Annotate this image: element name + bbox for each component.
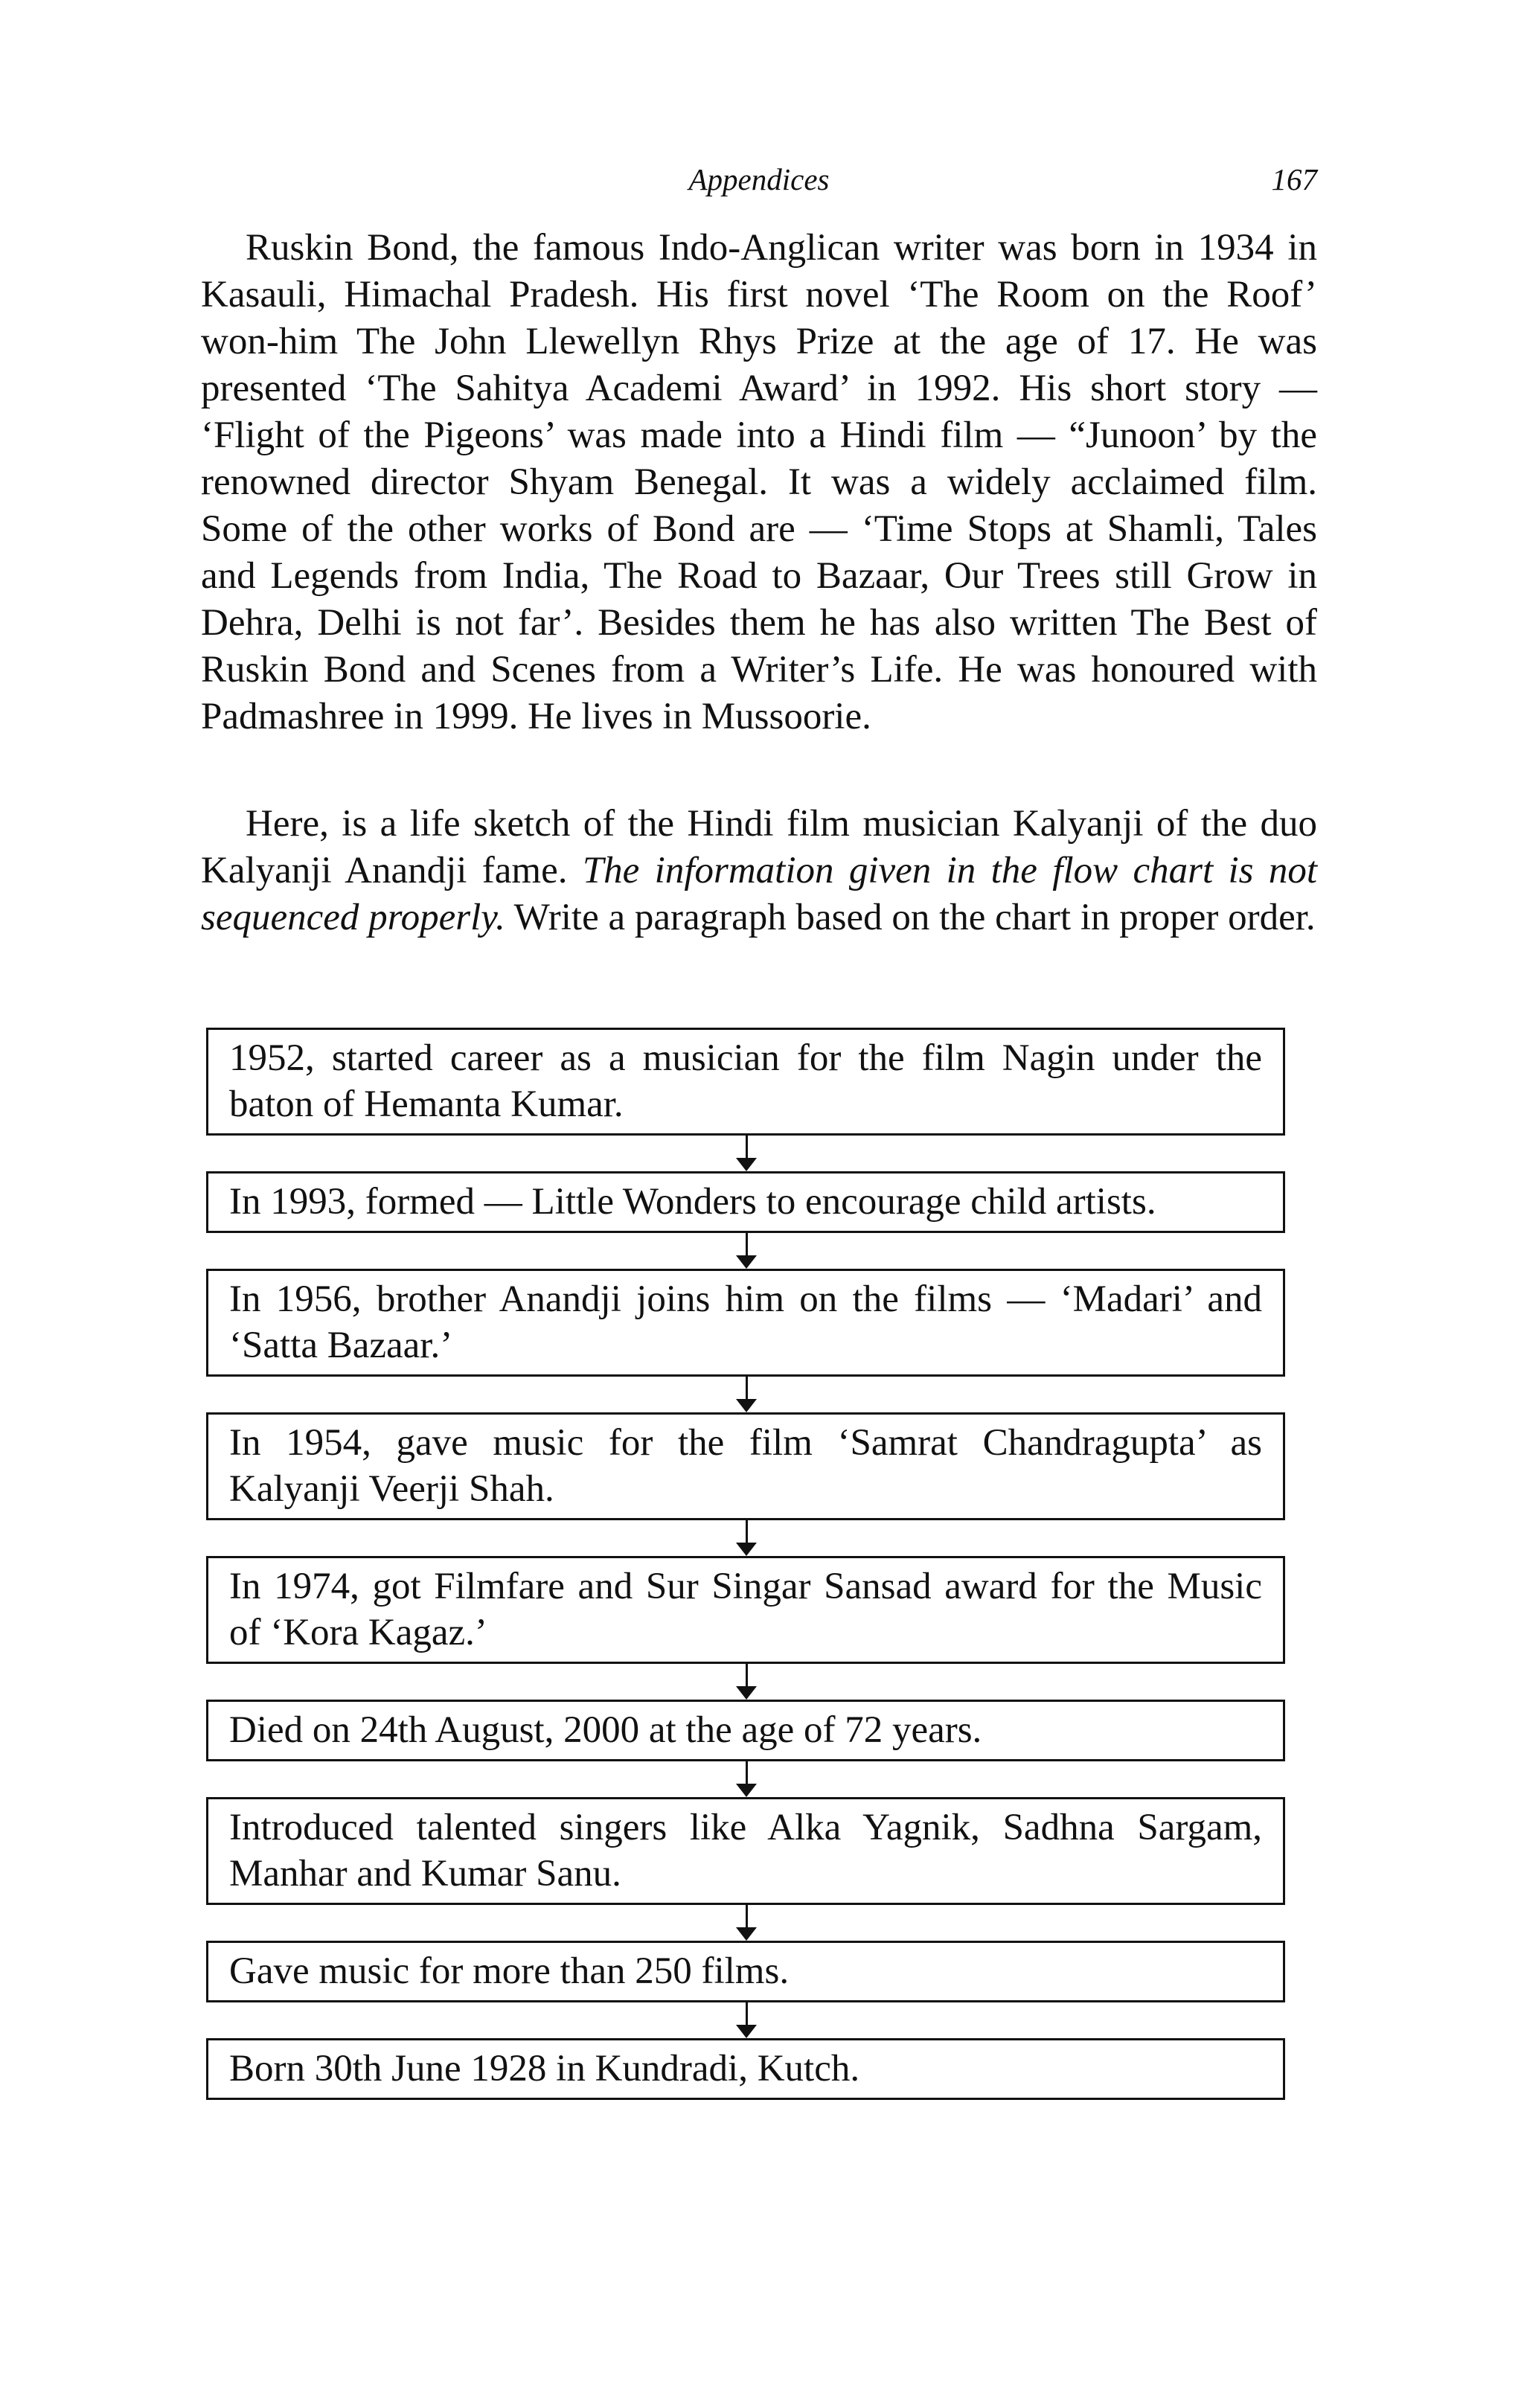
flow-step-9: Born 30th June 1928 in Kundradi, Kutch. [206,2038,1285,2100]
flow-step-6: Died on 24th August, 2000 at the age of 72 years. [206,1700,1285,1761]
flow-step-5: In 1974, got Filmfare and Sur Singar Sansad award for the Music of ‘Kora Kagaz.’ [206,1556,1285,1664]
down-arrow-icon [206,1520,1285,1556]
down-arrow-icon [206,1136,1285,1171]
down-arrow-icon [206,1905,1285,1941]
down-arrow-icon [206,2002,1285,2038]
running-header [201,153,1317,205]
down-arrow-icon [206,1377,1285,1412]
flow-step-3: In 1956, brother Anandji joins him on the films — ‘Madari’ and ‘Satta Bazaar.’ [206,1269,1285,1377]
page-number: 167 [1271,162,1317,196]
flow-step-8: Gave music for more than 250 films. [206,1941,1285,2002]
ruskin-bond-paragraph: Ruskin Bond, the famous Indo-Anglican writer was born in 1934 in Kasauli, Himachal Pradesh. His first novel ‘The Room on the Roof’ won-him The John Llewellyn Rhys Prize at the age of 17. He was presented ‘The Sahitya Academi Award’ in 1992. His short story — ‘Flight of the Pigeons’ was made into a Hindi film — “Junoon’ by the renowned director Shyam Benegal. It was a widely acclaimed film. Some of the other works of Bond are — ‘Time Stops at Shamli, Tales and Legends from India, The Road to Bazaar, Our Trees still Grow in Dehra, Delhi is not far’. Besides them he has also written The Best of Ruskin Bond and Scenes from a Writer’s Life. He was honoured with Padmashree in 1999. He lives in Mussoorie. [201,227,1317,737]
down-arrow-icon [206,1664,1285,1700]
flow-step-4: In 1954, gave music for the film ‘Samrat Chandragupta’ as Kalyanji Veerji Shah. [206,1412,1285,1520]
flowchart-intro-paragraph [201,801,1317,941]
intro-tail-text: Write a paragraph based on the chart in proper order. [505,897,1316,938]
down-arrow-icon [206,1761,1285,1797]
flow-step-1: 1952, started career as a musician for the film Nagin under the baton of Hemanta Kumar. [206,1028,1285,1136]
running-title: Appendices [688,162,830,196]
intro-instruction-italic: The information given in the flow chart is not sequenced properly. [201,850,1318,938]
flow-step-2: In 1993, formed — Little Wonders to encourage child artists. [206,1171,1285,1233]
intro-lead-text: Here, is a life sketch of the Hindi film musician Kalyanji of the duo Kalyanji Anandji fame. [201,803,1317,891]
down-arrow-icon [206,1233,1285,1269]
flowchart [206,1028,1285,2100]
flow-step-7: Introduced talented singers like Alka Yagnik, Sadhna Sargam, Manhar and Kumar Sanu. [206,1797,1285,1905]
